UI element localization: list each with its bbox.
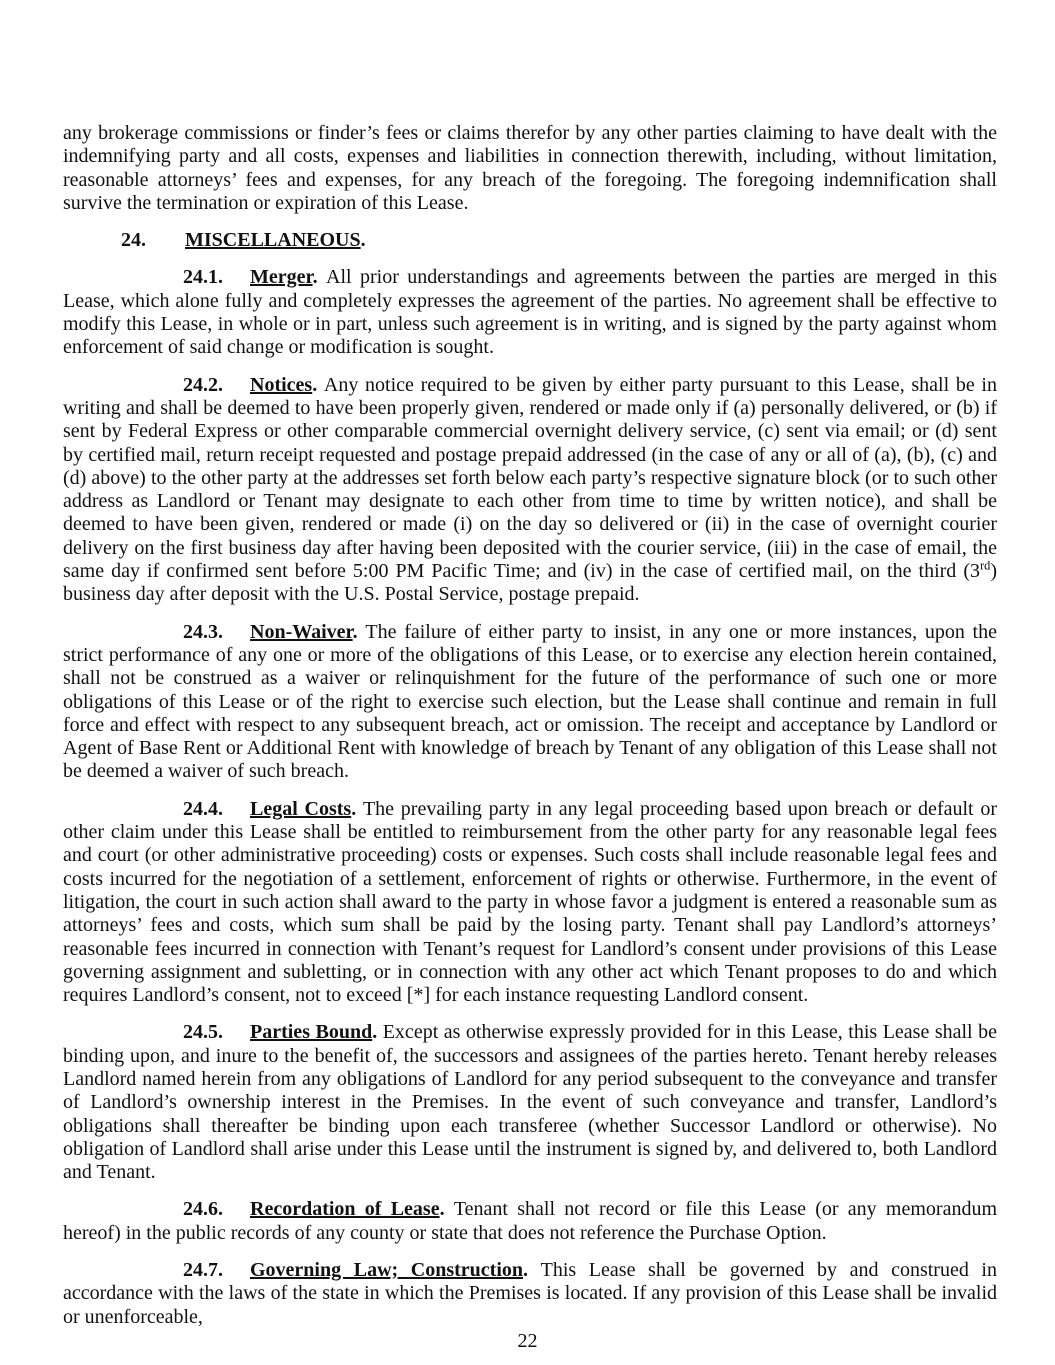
- document-page: [63, 122, 997, 1329]
- subsection-number: 24.5.: [183, 1021, 223, 1044]
- subsection-legal-costs: [63, 798, 997, 1008]
- subsection-number: 24.3.: [183, 620, 223, 643]
- subsection-title: Recordation of Lease: [250, 1198, 440, 1221]
- continuation-paragraph: [63, 122, 997, 215]
- subsection-body: All prior understandings and agreements between the parties are merged in this Lease, which alone fully and completely expresses the agreement of the parties. No agreement shall be effective to modify this Lease, in whole or in part, unless such agreement is in writing, and is signed by the party against whom enforcement of said change or modification is sought.: [63, 266, 998, 359]
- subsection-non-waiver: [63, 621, 997, 784]
- section-heading-miscellaneous: [63, 229, 997, 252]
- subsection-title: Parties Bound: [250, 1021, 373, 1044]
- ordinal-superscript: rd: [980, 558, 991, 573]
- page-number: 22: [517, 1329, 538, 1352]
- subsection-title: Legal Costs: [250, 797, 352, 820]
- subsection-body-part2: ) business day after deposit with the U.S. Postal Service, postage prepaid.: [63, 560, 997, 606]
- subsection-title-period: .: [312, 373, 324, 396]
- section-title-period: .: [360, 229, 366, 252]
- subsection-number: 24.4.: [183, 797, 223, 820]
- subsection-title-period: .: [523, 1259, 541, 1282]
- subsection-title-period: .: [372, 1021, 383, 1044]
- subsection-body: Except as otherwise expressly provided for in this Lease, this Lease shall be binding upon, and inure to the benefit of, the successors and assignees of the parties hereto. Tenant hereby releases Landlord named herein from any obligations of Landlord for any period subsequent to the conveyance and transfer of Landlord’s ownership interest in the Premises. In the event of such conveyance and transfer, Landlord’s obligations shall thereafter be binding upon each transferee (whether Successor Landlord or otherwise). No obligation of Landlord shall arise under this Lease until the instrument is signed by, and delivered to, both Landlord and Tenant.: [63, 1021, 998, 1184]
- subsection-body: This Lease shall be governed by and construed in accordance with the laws of the state in which the Premises is located. If any provision of this Lease shall be invalid or unenforceable,: [63, 1259, 997, 1328]
- subsection-recordation-of-lease: [63, 1198, 997, 1245]
- subsection-governing-law: [63, 1259, 997, 1329]
- section-title: MISCELLANEOUS: [185, 229, 361, 252]
- subsection-title: Governing Law; Construction: [250, 1259, 524, 1282]
- subsection-title-period: .: [439, 1198, 454, 1221]
- subsection-title: Non-Waiver: [250, 620, 353, 643]
- subsection-merger: [63, 266, 997, 359]
- continuation-text: any brokerage commissions or finder’s fees or claims therefor by any other parties claiming to have dealt with the indemnifying party and all costs, expenses and liabilities in connection therewith, including, without limitation, reasonable attorneys’ fees and expenses, for any breach of the foregoing. The foregoing indemnification shall survive the termination or expiration of this Lease.: [63, 122, 997, 214]
- subsection-body-part1: Any notice required to be given by either party pursuant to this Lease, shall be in writing and shall be deemed to have been properly given, rendered or made only if (a) personally delivered, or (b) if sent by Federal Express or other comparable commercial overnight delivery service, (c) sent via email; or (d) sent by certified mail, return receipt requested and postage prepaid addressed (in the case of any or all of (a), (b), (c) and (d) above) to the other party at the addresses set forth below each party’s respective signature block (or to such other address as Landlord or Tenant may designate to each other from time to time by written notice), and shall be deemed to have been given, rendered or made (i) on the day so delivered or (ii) in the case of overnight courier delivery on the first business day after having been deposited with the courier service, (iii) in the case of email, the same day if confirmed sent before 5:00 PM Pacific Time; and (iv) in the case of certified mail, on the third (3: [63, 373, 997, 583]
- subsection-parties-bound: [63, 1021, 997, 1184]
- subsection-notices: [63, 374, 997, 607]
- subsection-title: Merger: [250, 266, 313, 289]
- subsection-number: 24.2.: [183, 373, 223, 396]
- subsection-number: 24.6.: [183, 1198, 223, 1221]
- subsection-title-period: .: [312, 266, 326, 289]
- subsection-title-period: .: [352, 620, 366, 643]
- subsection-body: The prevailing party in any legal proceeding based upon breach or default or other claim under this Lease shall be entitled to reimbursement from the other party for any reasonable legal fees and court (or other administrative proceeding) costs or expenses. Such costs shall include reasonable legal fees and costs incurred for the negotiation of a settlement, enforcement of rights or otherwise. Furthermore, in the event of litigation, the court in such action shall award to the party in whose favor a judgment is entered a reasonable sum as attorneys’ fees and costs, which sum shall be paid by the losing party. Tenant shall pay Landlord’s attorneys’ reasonable fees incurred in connection with Tenant’s request for Landlord’s consent under provisions of this Lease governing assignment and subletting, or in connection with any other act which Tenant proposes to do and which requires Landlord’s consent, not to exceed [*] for each instance requesting Landlord consent.: [63, 797, 997, 1007]
- subsection-title: Notices: [250, 373, 313, 396]
- subsection-body: The failure of either party to insist, in any one or more instances, upon the strict performance of any one or more of the obligations of this Lease, or to exercise any election herein contained, shall not be construed as a waiver or relinquishment for the future of the performance of such one or more obligations of this Lease or of the right to exercise such election, but the Lease shall continue and remain in full force and effect with respect to any subsequent breach, act or omission. The receipt and acceptance by Landlord or Agent of Base Rent or Additional Rent with knowledge of breach by Tenant of any obligation of this Lease shall not be deemed a waiver of such breach.: [63, 620, 997, 783]
- subsection-number: 24.1.: [183, 266, 223, 289]
- subsection-body: Tenant shall not record or file this Lease (or any memorandum hereof) in the public records of any county or state that does not reference the Purchase Option.: [63, 1198, 998, 1244]
- subsection-number: 24.7.: [183, 1259, 223, 1282]
- section-number: 24.: [121, 229, 146, 252]
- subsection-title-period: .: [351, 797, 363, 820]
